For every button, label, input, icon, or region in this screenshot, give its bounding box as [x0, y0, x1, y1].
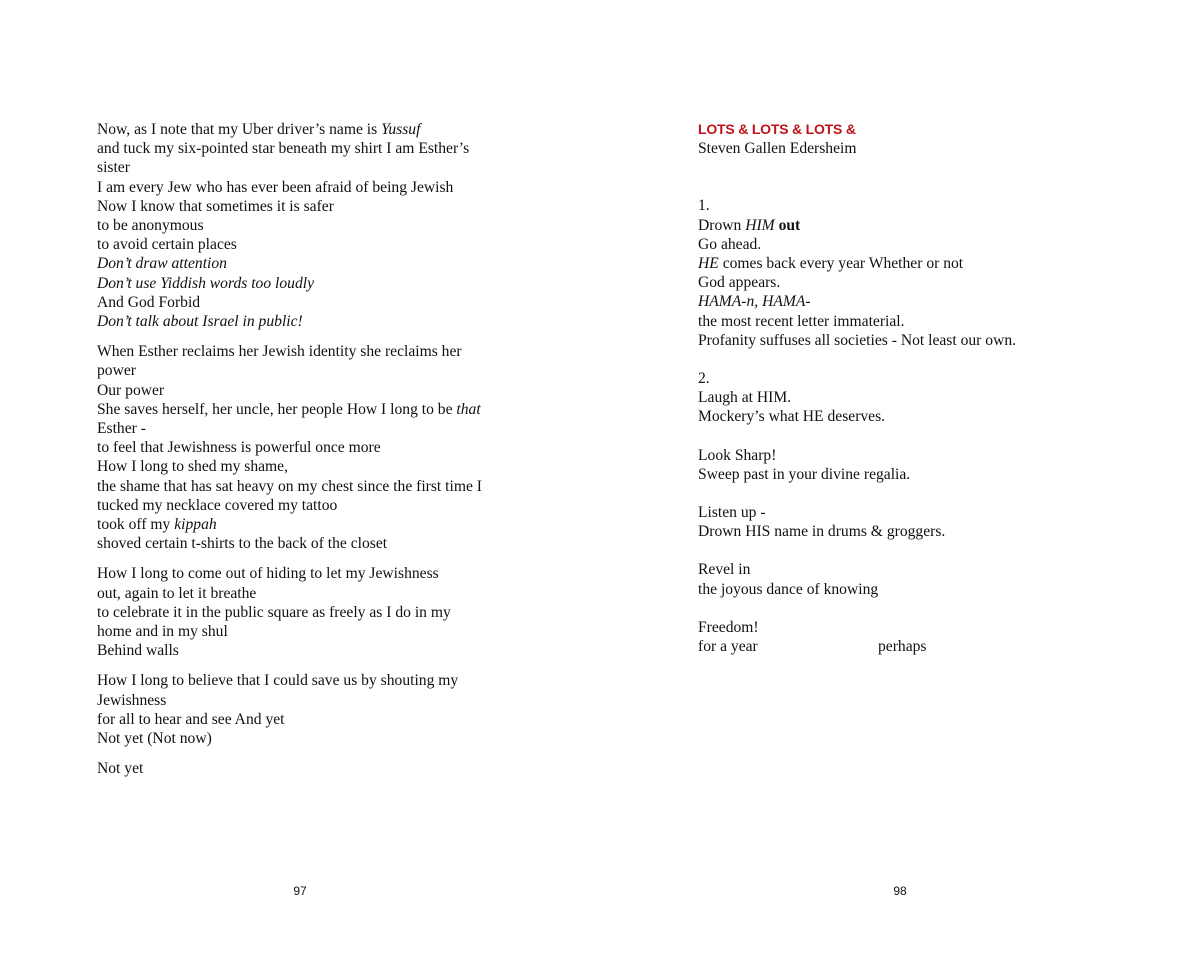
poem-line — [97, 312, 537, 331]
poem-line — [698, 522, 1158, 541]
italic-text: HIM — [745, 216, 775, 234]
italic-text: kippah — [174, 516, 217, 534]
right-page — [600, 0, 1200, 960]
poem-line — [97, 158, 537, 177]
line-text: How I long to shed my shame, — [97, 458, 289, 476]
right-poem-body — [698, 120, 1158, 656]
poem-line — [97, 381, 537, 400]
line-text: the shame that has sat heavy on my chest since the first time I — [97, 477, 482, 495]
line-text: home and in my shul — [97, 623, 228, 641]
line-text: She saves herself, her uncle, her people How I long to be — [97, 400, 457, 418]
poem-line — [698, 216, 1158, 235]
poem-line — [97, 361, 537, 380]
stanza — [97, 342, 537, 553]
line-text: 2. — [698, 370, 710, 388]
poem-line: Freedom! — [698, 618, 759, 636]
line-text: Jewishness — [97, 691, 167, 709]
poem-line — [97, 671, 537, 690]
stanza — [698, 369, 1158, 427]
line-text: Esther - — [97, 420, 146, 438]
poem-line — [97, 274, 537, 293]
poem-line — [698, 235, 1158, 254]
poem-line — [97, 197, 537, 216]
line-text: Look Sharp! — [698, 446, 777, 464]
line-text: out, again to let it breathe — [97, 584, 257, 602]
poem-line — [698, 331, 1158, 350]
italic-text: Don’t draw attention — [97, 255, 227, 273]
line-text: Now I know that sometimes it is safer — [97, 197, 334, 215]
line-text: God appears. — [698, 274, 781, 292]
poem-line — [97, 178, 537, 197]
line-text: took off my — [97, 516, 175, 534]
stanza — [97, 759, 537, 778]
poem-title: LOTS & LOTS & LOTS & — [698, 121, 856, 137]
poem-line — [97, 400, 537, 419]
line-text: Profanity suffuses all societies - Not least our own. — [698, 331, 1017, 349]
line-text: And God Forbid — [97, 293, 201, 311]
line-text: Mockery’s what HE deserves. — [698, 408, 886, 426]
poem-line — [97, 515, 537, 534]
poem-line — [698, 407, 1158, 426]
line-text: How I long to come out of hiding to let my Jewishness — [97, 565, 439, 583]
line-text: to feel that Jewishness is powerful once more — [97, 439, 381, 457]
line-text: perhaps — [878, 638, 927, 656]
italic-text: that — [456, 400, 481, 418]
stanza — [97, 671, 537, 748]
line-text: for a year — [698, 638, 758, 656]
stanza — [97, 564, 537, 660]
line-text: Go ahead. — [698, 235, 762, 253]
page-number: 97 — [293, 884, 307, 898]
line-text: Revel in — [698, 561, 751, 579]
poem-line — [97, 342, 537, 361]
italic-text: HAMA-n, HAMA- — [698, 293, 811, 311]
line-text: comes back every year Whether or not — [718, 255, 964, 273]
line-text: the joyous dance of knowing — [698, 580, 879, 598]
poem-line — [698, 292, 1158, 311]
poem-line — [698, 273, 1158, 292]
poem-line — [698, 560, 1158, 579]
poem-line — [97, 254, 537, 273]
poem-line — [698, 503, 1158, 522]
line-text: Behind walls — [97, 642, 179, 660]
line-text: Not yet — [97, 760, 144, 778]
stanza — [698, 196, 1158, 350]
bold-text: out — [778, 216, 801, 234]
line-text: Drown HIS name in drums & groggers. — [698, 523, 946, 541]
poem-line — [97, 729, 537, 748]
poem-line — [97, 419, 537, 438]
poem-line — [698, 388, 1158, 407]
italic-text: Don’t talk about Israel in public! — [97, 313, 303, 331]
poem-line — [97, 641, 537, 660]
poem-line — [97, 438, 537, 457]
italic-text: Yussuf — [381, 121, 421, 138]
italic-text: HE — [698, 255, 719, 273]
poem-line — [97, 534, 537, 553]
poem-line — [97, 691, 537, 710]
poem-line — [698, 254, 1158, 273]
poem-line — [97, 216, 537, 235]
line-text: sister — [97, 159, 130, 177]
page-number: 98 — [893, 884, 907, 898]
line-text: Our power — [97, 381, 165, 399]
left-poem-body — [97, 120, 537, 779]
poem-line — [698, 580, 1158, 599]
line-text: Listen up - — [698, 504, 766, 522]
line-text: 1. — [698, 197, 710, 215]
poem-line — [97, 477, 537, 496]
poem-author: Steven Gallen Edersheim — [698, 140, 857, 158]
poem-line — [698, 312, 1158, 331]
poem-line — [97, 759, 537, 778]
poem-line — [97, 235, 537, 254]
line-text: I am every Jew who has ever been afraid of being Jewish — [97, 178, 454, 196]
poem-line — [97, 120, 537, 139]
poem-line — [97, 622, 537, 641]
poem-line — [97, 496, 537, 515]
line-text: to be anonymous — [97, 217, 204, 235]
line-text: Laugh at HIM. — [698, 389, 792, 407]
line-text: power — [97, 362, 136, 380]
line-text: for all to hear and see And yet — [97, 710, 285, 728]
line-text: to avoid certain places — [97, 236, 237, 254]
poem-line — [698, 637, 1158, 656]
line-text: Sweep past in your divine regalia. — [698, 465, 911, 483]
line-text: Now, as I note that my Uber driver’s name is — [97, 121, 382, 138]
italic-text: Don’t use Yiddish words too loudly — [97, 274, 315, 292]
poem-line — [97, 584, 537, 603]
line-text: the most recent letter immaterial. — [698, 312, 905, 330]
poem-line — [97, 457, 537, 476]
poem-line — [97, 293, 537, 312]
stanza — [97, 120, 537, 331]
line-text: tucked my necklace covered my tattoo — [97, 496, 338, 514]
poem-line — [698, 196, 1158, 215]
poem-line — [97, 603, 537, 622]
poem-line — [97, 139, 537, 158]
poem-line — [698, 465, 1158, 484]
line-text: When Esther reclaims her Jewish identity she reclaims her — [97, 343, 462, 361]
line-text: and tuck my six-pointed star beneath my shirt I am Esther’s — [97, 140, 470, 158]
line-text: to celebrate it in the public square as freely as I do in my — [97, 603, 451, 621]
line-text: Drown — [698, 216, 746, 234]
poem-line — [97, 564, 537, 583]
line-text: shoved certain t-shirts to the back of the closet — [97, 535, 388, 553]
poem-line — [97, 710, 537, 729]
stanza — [698, 560, 1158, 598]
stanza — [698, 446, 1158, 484]
line-text: Not yet (Not now) — [97, 730, 212, 748]
poem-line — [698, 369, 1158, 388]
stanza — [698, 618, 1158, 656]
line-text: How I long to believe that I could save us by shouting my — [97, 672, 459, 690]
poem-line — [698, 446, 1158, 465]
stanza — [698, 503, 1158, 541]
